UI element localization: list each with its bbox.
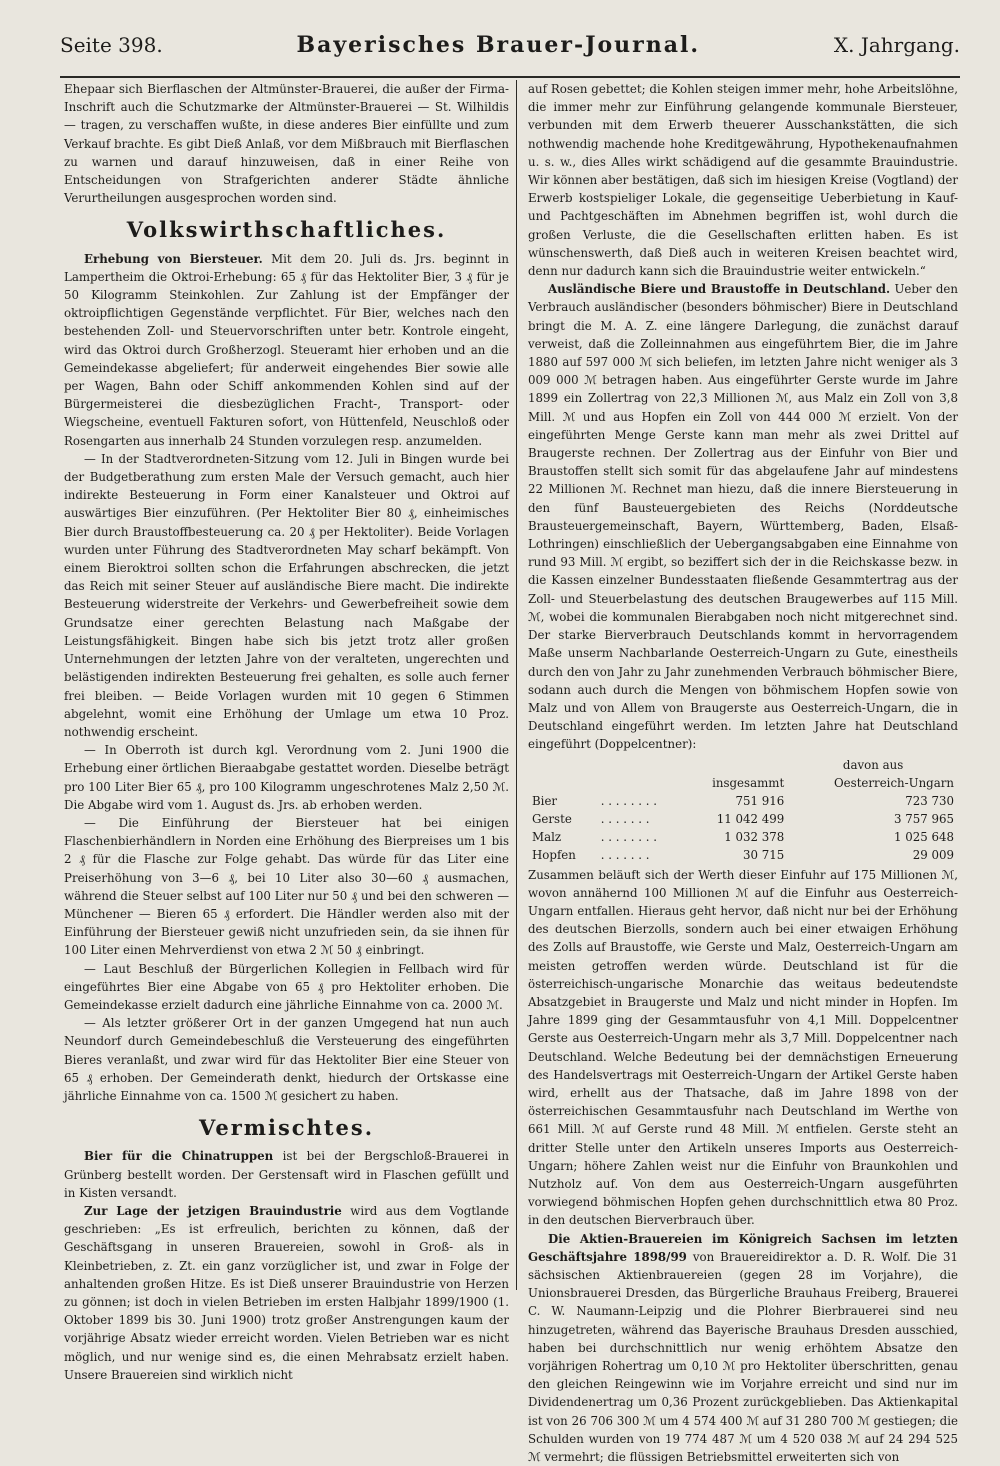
paragraph: — Laut Beschluß der Bürgerlichen Kollegien in Fellbach wird für eingeführtes Bier eine Abgabe von 65 ₰ pro Hektoliter erhoben. Die Gemeindekasse erzielt dadurch eine jährliche Einnahme von ca. 2000 ℳ. (64, 961, 509, 1012)
paragraph: — In Oberroth ist durch kgl. Verordnung vom 2. Juni 1900 die Erhebung einer örtlichen Bieraabgabe gestattet worden. Dieselbe beträgt pro 100 Liter Bier 65 ₰, pro 100 Kilogramm ungeschrotenes Malz 2,50 ℳ. Die Abgabe wird vom 1. August ds. Jrs. ab erhoben werden. (64, 743, 509, 812)
cell-oe: 723 730 (905, 793, 954, 808)
cell-total: 11 042 499 (716, 811, 785, 826)
table-row (528, 792, 958, 810)
paragraph (64, 1147, 509, 1202)
leader-dots: . . . . . . . (600, 811, 650, 826)
paragraph: auf Rosen gebettet; die Kohlen steigen immer mehr, hohe Arbeitslöhne, die immer mehr zur Einführung gelangende kommunale Biersteuer, verbunden mit dem Erwerb theuerer Ausschankstätten, die sich nothwendig machende hohe Kreditgewährung, Hypothekenaufnahmen u. s. w., dies Alles wirkt schädigend auf die gesammte Brauindustrie. Wir können aber bestätigen, daß sich im hiesigen Kreise (Vogtland) der Erwerb kostspieliger Lokale, die gegenseitige Ueberbietung in Kauf- und Pachtgeschäften im Abnehmen begriffen ist, wohl durch die großen Verluste, die die Gesellschaften erlitten haben. Es ist wünschenswerth, daß Dieß auch in weiteren Kreisen beachtet wird, denn nur dadurch kann sich die Brauindustrie weiter entwickeln.“ (528, 82, 958, 279)
table-row (528, 828, 958, 846)
cell-total: 30 715 (742, 847, 785, 862)
leader-dots: . . . . . . . (600, 847, 650, 862)
article-lead: Ausländische Biere und Braustoffe in Deutschland. (548, 282, 891, 297)
import-table (528, 756, 958, 864)
paragraph: — Als letzter größerer Ort in der ganzen Umgegend hat nun auch Neundorf durch Gemeindebeschluß die Versteuerung des eingeführten Bieres veranlaßt, und zwar wird für das Hektoliter Bier eine Steuer von 65 ₰ erhoben. Der Gemeinderath denkt, hiedurch der Ortskasse eine jährliche Einnahme von ca. 1500 ℳ gesichert zu haben. (64, 1016, 509, 1103)
cell-total: 1 032 378 (724, 829, 785, 844)
table-row (528, 810, 958, 828)
cell-oe: 29 009 (912, 847, 954, 862)
paragraph: — In der Stadtverordneten-Sitzung vom 12. Juli in Bingen wurde bei der Budgetberathung zum ersten Male der Versuch gemacht, auch hier indirekte Besteuerung in Form einer Kanalsteuer und Oktroi auf auswärtiges Bier einzuführen. (Per Hektoliter Bier 80 ₰, einheimisches Bier durch Braustoffbesteuerung ca. 20 ₰ per Hektoliter). Beide Vorlagen wurden unter Führung des Stadtverordneten May scharf bekämpft. Von einem Bieroktroi sollten schon die Erfahrungen abschrecken, die jetzt das Reich mit seiner Steuer auf ausländische Biere macht. Die indirekte Besteuerung widerstreite der Verkehrs- und Gewerbefreiheit sowie dem Grundsatze einer gerechten Belastung nach Maßgabe der Leistungsfähigkeit. Bingen habe sich bis jetzt trotz aller großen Unternehmungen der letzten Jahre von der veralteten, ungerechten und belästigenden indirekten Besteuerung frei gehalten, es solle auch ferner frei bleiben. — Beide Vorlagen wurden mit 10 gegen 6 Stimmen abgelehnt, womit eine Erhöhung der Umlage um etwa 10 Proz. nothwendig erscheint. (64, 451, 509, 739)
row-label: Gerste (532, 811, 572, 826)
left-column (64, 80, 509, 1384)
table-row (528, 846, 958, 864)
article-lead: Die Aktien-Brauereien im Königreich Sachsen im letzten Geschäftsjahre 1898/99 (528, 1231, 958, 1264)
article-text: Ueber den Verbrauch ausländischer (besonders böhmischer) Biere in Deutschland bringt die M. A. Z. eine längere Darlegung, die zunächst darauf verweist, daß die Zolleinnahmen aus eingeführtem Bier, die im Jahre 1880 auf 597 000 ℳ sich beliefen, im letzten Jahre nicht weniger als 3 009 000 ℳ betragen haben. Aus eingeführter Gerste wurde im Jahre 1899 ein Zollertrag von 22,3 Millionen ℳ, aus Malz ein Zoll von 3,8 Mill. ℳ und aus Hopfen ein Zoll von 444 000 ℳ erzielt. Von der eingeführten Menge Gerste kann man mehr als zwei Drittel auf Braugerste rechnen. Der Zollertrag aus der Einfuhr von Bier und Braustoffen stellt sich somit für das abgelaufene Jahr auf mindestens 22 Millionen ℳ. Rechnet man hiezu, daß die innere Biersteuerung in den fünf Bausteuergebieten des Reichs (Norddeutsche Brausteuergemeinschaft, Bayern, Württemberg, Baden, Elsaß-Lothringen) einschließlich der Uebergangsabgaben eine Einnahme von rund 93 Mill. ℳ ergibt, so beziffert sich der in die Reichskasse bezw. in die Kassen einzelner Bundesstaaten fließende Gesammtertrag aus der Zoll- und Steuerbelastung des deutschen Braugewerbes auf 115 Mill. ℳ, wobei die kommunalen Bierabgaben noch nicht mitgerechnet sind. Der starke Bierverbrauch Deutschlands kommt in hervorragendem Maße unserm Nachbarlande Oesterreich-Ungarn zu Gute, einestheils durch den von Jahr zu Jahr zunehmenden Verbrauch böhmischer Biere, sodann auch durch die Mengen von böhmischem Hopfen sowie von Malz und von Allem von Braugerste aus Oesterreich-Ungarn, die in Deutschland eingeführt werden. Im letzten Jahre hat Deutschland eingeführt (Doppelcentner): (528, 282, 958, 752)
article-lead: Erhebung von Biersteuer. (84, 251, 263, 266)
column-rule (516, 80, 517, 1290)
paragraph (64, 250, 509, 450)
article-lead: Bier für die Chinatruppen (84, 1149, 274, 1164)
column-header: davon aus (842, 757, 904, 772)
article-lead: Zur Lage der jetzigen Brauindustrie (84, 1203, 342, 1218)
column-header: Oesterreich-Ungarn (833, 775, 954, 790)
row-label: Bier (532, 793, 558, 808)
table-header-row (528, 774, 958, 792)
paragraph (528, 1230, 958, 1466)
row-label: Malz (532, 829, 562, 844)
leader-dots: . . . . . . . . (600, 793, 658, 808)
paragraph (64, 1202, 509, 1384)
paragraph: — Die Einführung der Biersteuer hat bei einigen Flaschenbierhändlern in Norden eine Erhöhung des Bierpreises um 1 bis 2 ₰ für die Flasche zur Folge gehabt. Das würde für das Liter eine Preiserhöhung von 3—6 ₰, bei 10 Liter also 30—60 ₰ ausmachen, während die Steuer selbst auf 100 Liter nur 50 ₰ und bei den schweren — Münchener — Bieren 65 ₰ erfordert. Die Händler werden also mit der Einführung der Biersteuer gewiß nicht unzufrieden sein, da sie ihnen für 100 Liter einen Mehrverdienst von etwa 2 ℳ 50 ₰ einbringt. (64, 815, 509, 958)
cell-oe: 1 025 648 (893, 829, 954, 844)
paragraph (528, 280, 958, 753)
article-text: Mit dem 20. Juli ds. Jrs. beginnt in Lampertheim die Oktroi-Erhebung: 65 ₰ für das Hektoliter Bier, 3 ₰ für je 50 Kilogramm Steinkohlen. Zur Zahlung ist der Empfänger der oktroipflichtigen Gegenstände verpflichtet. Für Bier, welches nach den bestehenden Zoll- und Steuervorschriften unter betr. Kontrole eingeht, wird das Oktroi durch Großherzogl. Steueramt hier erhoben und an die Gemeindekasse abgeliefert; für anderweit eingehendes Bier sowie alle per Wagen, Bahn oder Schiff ankommenden Kohlen sind auf der Bürgermeisterei die diesbezüglichen Fracht-, Transport- oder Wiegscheine, eventuell Fakturen sofort, von Hüttenfeld, Neuschloß oder Rosengarten aus innerhalb 24 Stunden vorzulegen resp. anzumelden. (64, 251, 510, 448)
paragraph: Ehepaar sich Bierflaschen der Altmünster-Brauerei, die außer der Firma-Inschrift auch die Schutzmarke der Altmünster-Brauerei — St. Wilhildis — tragen, zu verschaffen wußte, in diese anderes Bier einfüllte und zum Verkauf brachte. Es gibt Dieß Anlaß, vor dem Mißbrauch mit Bierflaschen zu warnen und darauf hinzuweisen, daß in einer Reihe von Entscheidungen von Strafgerichten anderer Städte ähnliche Verurtheilungen ausgesprochen worden sind. (64, 82, 509, 206)
right-column (528, 80, 958, 1466)
section-heading: Vermischtes. (198, 1115, 375, 1141)
section-heading: Volkswirthschaftliches. (126, 217, 447, 243)
article-text: ist bei der Bergschloß-Brauerei in Grünberg bestellt worden. Der Gerstensaft wird in Flaschen gefüllt und in Kisten versandt. (64, 1149, 510, 1200)
page-header (60, 32, 960, 72)
article-text: wird aus dem Vogtlande geschrieben: „Es ist erfreulich, berichten zu können, daß der Geschäftsgang in unseren Brauereien, sowohl in Groß- als in Kleinbetrieben, z. Zt. ein ganz vorzüglicher ist, und zwar in Folge der anhaltenden großen Hitze. Es ist Dieß unserer Brauindustrie von Herzen zu gönnen; ist doch in vielen Betrieben im ersten Halbjahr 1899/1900 (1. Oktober 1899 bis 30. Juni 1900) trotz großer Anstrengungen kaum der vorjährige Absatz wieder erreicht worden. Vielen Betrieben war es nicht möglich, und nur wenige sind es, die einen Mehrabsatz erzielt haben. Unsere Brauereien sind wirklich nicht (64, 1203, 510, 1382)
table-header-row (528, 756, 958, 774)
journal-title: Bayerisches Brauer-Journal. (296, 32, 701, 58)
header-rule (60, 76, 960, 78)
page-number: Seite 398. (60, 33, 163, 57)
volume-label: X. Jahrgang. (833, 33, 960, 57)
cell-total: 751 916 (735, 793, 785, 808)
column-header: insgesammt (712, 775, 785, 790)
cell-oe: 3 757 965 (893, 811, 954, 826)
paragraph: Zusammen beläuft sich der Werth dieser Einfuhr auf 175 Millionen ℳ, wovon annähernd 100 Millionen ℳ auf die Einfuhr aus Oesterreich-Ungarn entfallen. Hieraus geht hervor, daß nicht nur bei der Erhöhung des deutschen Bierzolls, sondern auch bei einer etwaigen Erhöhung des Zolls auf Braustoffe, wie Gerste und Malz, Oesterreich-Ungarn am meisten getroffen werden würde. Deutschland ist für die österreichisch-ungarische Monarchie das weitaus bedeutendste Absatzgebiet in Braugerste und Malz und nicht minder in Hopfen. Im Jahre 1899 ging der Gesammtausfuhr von 4,1 Mill. Doppelcentner Gerste aus Oesterreich-Ungarn mehr als 3,7 Mill. Doppelcentner nach Deutschland. Welche Bedeutung bei der demnächstigen Erneuerung des Handelsvertrags mit Oesterreich-Ungarn der Artikel Gerste haben wird, erhellt aus der Thatsache, daß im Jahre 1898 von der österreichischen Gesammtausfuhr nach Deutschland im Werthe von 661 Mill. ℳ auf Gerste rund 48 Mill. ℳ entfielen. Gerste steht an dritter Stelle unter den Artikeln unseres Imports aus Oesterreich-Ungarn; höhere Zahlen weist nur die Einfuhr von Braunkohlen und Nutzholz auf. Von dem aus Oesterreich-Ungarn ausgeführten vorwiegend böhmischen Hopfen gehen durchschnittlich etwa 80 Proz. in den deutschen Bierverbrauch über. (528, 867, 958, 1228)
article-text: von Brauereidirektor a. D. R. Wolf. Die 31 sächsischen Aktienbrauereien (gegen 28 im Vorjahre), die Unionsbrauerei Dresden, das Bürgerliche Brauhaus Freiberg, Brauerei C. W. Naumann-Leipzig und die Plohrer Bierbrauerei sind neu hinzugetreten, während das Bayerische Brauhaus Dresden ausschied, haben bei durchschnittlich nur wenig erhöhtem Absatze den vorjährigen Rohertrag um 0,10 ℳ pro Hektoliter überschritten, genau den gleichen Reingewinn wie im Vorjahre erreicht und sind nur im Dividendenertrag um 0,36 Prozent zurückgeblieben. Das Aktienkapital ist von 26 706 300 ℳ um 4 574 400 ℳ auf 31 280 700 ℳ gestiegen; die Schulden wurden von 19 774 487 ℳ um 4 520 038 ℳ auf 24 294 525 ℳ vermehrt; die flüssigen Betriebsmittel erweiterten sich von (528, 1249, 959, 1465)
leader-dots: . . . . . . . . (600, 829, 658, 844)
row-label: Hopfen (532, 847, 576, 862)
